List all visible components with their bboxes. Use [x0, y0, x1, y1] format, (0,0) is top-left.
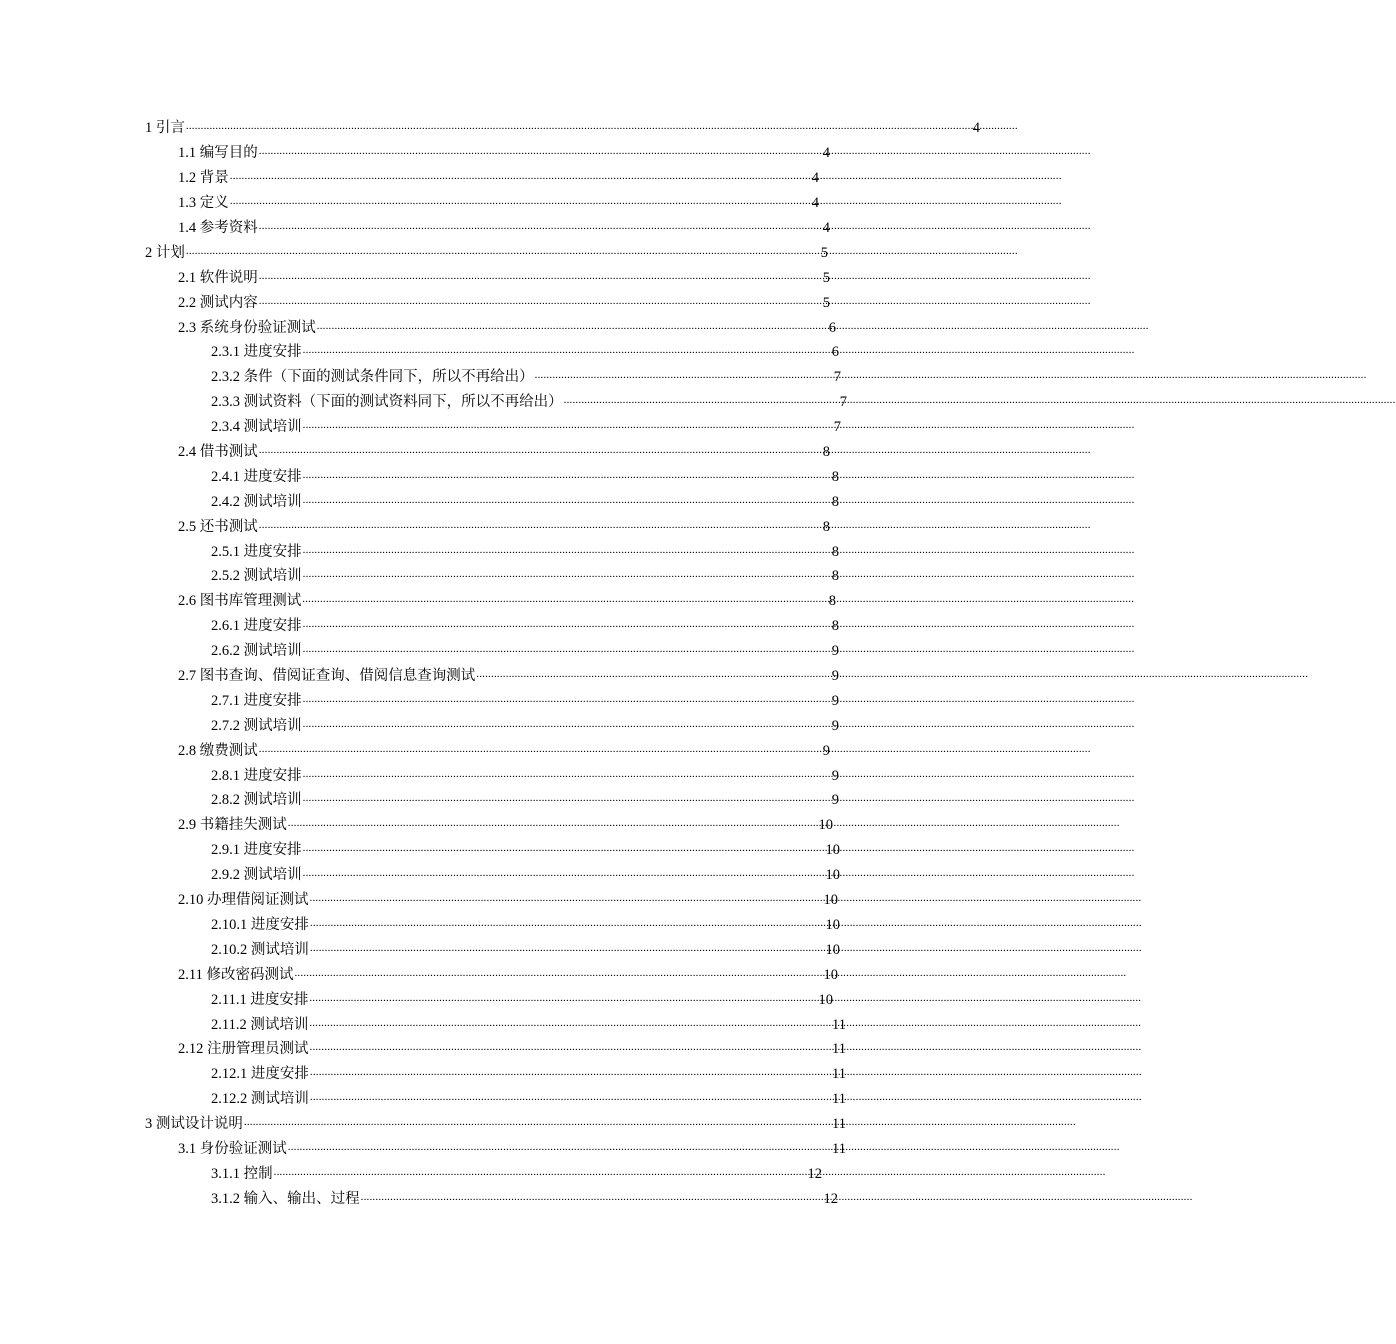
toc-entry[interactable]: [0, 1161, 822, 1186]
toc-page-number: 6: [831, 344, 839, 361]
toc-entry-label: 2.7 图书查询、借阅证查询、借阅信息查询测试: [178, 668, 476, 685]
toc-page-number: 7: [839, 394, 847, 411]
toc-entry[interactable]: [0, 489, 839, 514]
toc-leader-dots: [310, 916, 825, 934]
toc-entry[interactable]: [0, 937, 840, 962]
toc-page-number: 6: [828, 319, 836, 336]
toc-leader-dots: [310, 1090, 831, 1108]
toc-leader-dots: [303, 543, 831, 561]
toc-page-number: 9: [831, 668, 839, 685]
toc-page-number: 5: [822, 294, 830, 311]
toc-entry-label: 2.7.1 进度安排: [211, 692, 302, 709]
toc-entry[interactable]: [0, 240, 828, 265]
toc-entry[interactable]: [0, 763, 839, 788]
toc-page-number: 11: [832, 1116, 846, 1133]
toc-page-number: 5: [820, 244, 828, 261]
toc-entry-label: 2.6.1 进度安排: [211, 618, 302, 635]
toc-entry-label: 2.9 书籍挂失测试: [178, 817, 287, 834]
toc-leader-dots: [303, 642, 831, 660]
toc-page-number: 10: [823, 966, 838, 983]
toc-page-number: 10: [825, 867, 840, 884]
toc-leader-dots: [230, 169, 811, 187]
toc-leader-dots: [303, 692, 831, 710]
toc-page-number: 10: [818, 991, 833, 1008]
toc-leader-dots: [310, 891, 823, 909]
toc-leader-dots: [310, 941, 825, 959]
toc-entry[interactable]: [0, 166, 819, 191]
toc-leader-dots: [288, 816, 818, 834]
toc-entry-label: 2.9.2 测试培训: [211, 867, 302, 884]
toc-entry-label: 1 引言: [145, 120, 185, 137]
toc-leader-dots: [309, 1016, 831, 1034]
toc-leader-dots: [476, 667, 831, 685]
toc-leader-dots: [303, 493, 831, 511]
toc-page-number: 9: [831, 792, 839, 809]
toc-page-number: 8: [831, 493, 839, 510]
toc-page-number: 8: [831, 543, 839, 560]
toc-entry-label: 2 计划: [145, 244, 185, 261]
toc-entry[interactable]: [0, 1012, 846, 1037]
toc-page-number: 11: [832, 1066, 846, 1083]
toc-leader-dots: [259, 144, 822, 162]
toc-page-number: 4: [811, 195, 819, 212]
toc-page-number: 11: [832, 1041, 846, 1058]
toc-entry-label: 2.10.2 测试培训: [211, 941, 309, 958]
toc-entry[interactable]: [0, 1137, 846, 1162]
toc-entry[interactable]: [0, 713, 839, 738]
toc-entry[interactable]: [0, 265, 830, 290]
toc-leader-dots: [317, 319, 828, 337]
toc-page-number: 12: [823, 1190, 838, 1207]
toc-entry[interactable]: [0, 863, 840, 888]
toc-leader-dots: [361, 1190, 823, 1208]
toc-entry-label: 2.11.1 进度安排: [211, 991, 309, 1008]
toc-entry[interactable]: [0, 1186, 838, 1211]
toc-page-number: 7: [833, 369, 841, 386]
toc-entry[interactable]: [0, 539, 839, 564]
toc-entry[interactable]: [0, 1037, 846, 1062]
toc-entry[interactable]: [0, 440, 830, 465]
toc-entry[interactable]: [0, 340, 839, 365]
toc-entry[interactable]: [0, 614, 839, 639]
toc-leader-dots: [303, 841, 825, 859]
toc-leader-dots: [186, 119, 972, 137]
toc-page-number: 11: [832, 1016, 846, 1033]
toc-page-number: 12: [807, 1165, 822, 1182]
toc-page-number: 8: [831, 468, 839, 485]
toc-entry-label: 3.1.2 输入、输出、过程: [211, 1190, 360, 1207]
toc-entry-label: 2.10.1 进度安排: [211, 916, 309, 933]
toc-page-number: 8: [828, 593, 836, 610]
toc-entry-label: 1.4 参考资料: [178, 220, 258, 236]
toc-entry-label: 2.10 办理借阅证测试: [178, 892, 309, 909]
toc-page-number: 4: [822, 220, 830, 236]
toc-entry[interactable]: [0, 315, 836, 340]
toc-leader-dots: [310, 1040, 832, 1058]
toc-entry-label: 2.11 修改密码测试: [178, 966, 294, 983]
toc-entry[interactable]: [0, 664, 839, 689]
toc-entry-label: 2.4.2 测试培训: [211, 493, 302, 510]
toc-entry[interactable]: [0, 639, 839, 664]
toc-page-number: 9: [822, 742, 830, 759]
toc-entry-label: 2.7.2 测试培训: [211, 717, 302, 734]
toc-leader-dots: [274, 1165, 807, 1183]
toc-page-number: 9: [831, 643, 839, 660]
toc-entry[interactable]: [0, 962, 838, 987]
toc-entry-label: 2.3.1 进度安排: [211, 344, 302, 361]
toc-entry[interactable]: [0, 290, 830, 315]
toc-leader-dots: [303, 418, 833, 436]
toc-leader-dots: [230, 194, 811, 212]
toc-entry-label: 2.8 缴费测试: [178, 742, 258, 759]
toc-page-number: 10: [825, 916, 840, 933]
toc-page-number: 8: [822, 444, 830, 461]
toc-leader-dots: [288, 1140, 831, 1158]
table-of-contents: [0, 116, 980, 1211]
toc-page-number: 4: [811, 170, 819, 187]
toc-page-number: 10: [825, 941, 840, 958]
toc-leader-dots: [259, 518, 822, 536]
toc-entry[interactable]: [0, 589, 836, 614]
toc-page-number: 8: [822, 518, 830, 535]
toc-page-number: 7: [833, 419, 841, 436]
toc-entry-label: 2.11.2 测试培训: [211, 1016, 309, 1033]
toc-page-number: 4: [972, 120, 980, 137]
toc-entry-label: 2.5 还书测试: [178, 518, 258, 535]
toc-leader-dots: [259, 294, 822, 312]
toc-leader-dots: [303, 468, 831, 486]
toc-entry-label: 2.12.1 进度安排: [211, 1066, 309, 1083]
toc-leader-dots: [564, 393, 839, 411]
toc-entry-label: 1.1 编写目的: [178, 145, 258, 162]
toc-entry[interactable]: [0, 390, 847, 415]
toc-leader-dots: [302, 592, 828, 610]
toc-entry[interactable]: [0, 888, 838, 913]
toc-leader-dots: [259, 219, 822, 237]
toc-entry-label: 1.2 背景: [178, 170, 229, 187]
toc-entry-label: 2.3.4 测试培训: [211, 419, 302, 436]
toc-page-number: 11: [832, 1091, 846, 1108]
toc-entry[interactable]: [0, 216, 830, 241]
toc-leader-dots: [244, 1115, 831, 1133]
toc-entry-label: 2.8.1 进度安排: [211, 767, 302, 784]
toc-entry[interactable]: [0, 1112, 846, 1137]
toc-entry-label: 2.5.1 进度安排: [211, 543, 302, 560]
toc-entry[interactable]: [0, 464, 839, 489]
toc-leader-dots: [303, 343, 831, 361]
toc-page-number: 11: [832, 1140, 846, 1157]
toc-page-number: 9: [831, 767, 839, 784]
toc-entry-label: 3 测试设计说明: [145, 1116, 243, 1133]
toc-leader-dots: [309, 991, 817, 1009]
toc-entry[interactable]: [0, 191, 819, 216]
toc-entry-label: 3.1.1 控制: [211, 1165, 273, 1182]
toc-entry[interactable]: [0, 415, 841, 440]
toc-entry-label: 2.12.2 测试培训: [211, 1091, 309, 1108]
toc-entry[interactable]: [0, 564, 839, 589]
toc-entry-label: 2.1 软件说明: [178, 269, 258, 286]
toc-page-number: 9: [831, 692, 839, 709]
toc-leader-dots: [259, 269, 822, 287]
toc-leader-dots: [535, 368, 833, 386]
toc-leader-dots: [310, 1065, 831, 1083]
toc-leader-dots: [303, 717, 831, 735]
toc-entry-label: 2.9.1 进度安排: [211, 842, 302, 859]
toc-entry[interactable]: [0, 365, 841, 390]
toc-leader-dots: [303, 617, 831, 635]
toc-entry[interactable]: [0, 688, 839, 713]
toc-entry-label: 2.12 注册管理员测试: [178, 1041, 309, 1058]
toc-leader-dots: [303, 791, 831, 809]
toc-entry-label: 3.1 身份验证测试: [178, 1140, 287, 1157]
toc-page-number: 10: [825, 842, 840, 859]
toc-page-number: 4: [822, 145, 830, 162]
toc-entry-label: 2.6.2 测试培训: [211, 643, 302, 660]
toc-entry-label: 2.2 测试内容: [178, 294, 258, 311]
toc-leader-dots: [303, 767, 831, 785]
toc-entry[interactable]: [0, 141, 830, 166]
toc-entry[interactable]: [0, 1087, 846, 1112]
toc-leader-dots: [294, 966, 822, 984]
toc-leader-dots: [259, 443, 822, 461]
toc-leader-dots: [303, 567, 831, 585]
toc-leader-dots: [186, 244, 820, 262]
toc-page-number: 10: [818, 817, 833, 834]
toc-entry[interactable]: [0, 987, 833, 1012]
toc-leader-dots: [303, 866, 825, 884]
toc-page-number: 8: [831, 568, 839, 585]
toc-entry-label: 2.8.2 测试培训: [211, 792, 302, 809]
toc-entry[interactable]: [0, 1062, 846, 1087]
toc-entry[interactable]: [0, 514, 830, 539]
toc-entry-label: 2.5.2 测试培训: [211, 568, 302, 585]
toc-page-number: 8: [831, 618, 839, 635]
toc-leader-dots: [259, 742, 822, 760]
toc-entry[interactable]: [0, 738, 830, 763]
toc-entry[interactable]: [0, 116, 980, 141]
toc-entry[interactable]: [0, 813, 833, 838]
toc-page-number: 10: [823, 892, 838, 909]
toc-entry[interactable]: [0, 788, 839, 813]
toc-entry-label: 2.4 借书测试: [178, 444, 258, 461]
toc-page-number: 5: [822, 269, 830, 286]
toc-entry-label: 1.3 定义: [178, 195, 229, 212]
toc-entry-label: 2.3 系统身份验证测试: [178, 319, 316, 336]
toc-entry-label: 2.4.1 进度安排: [211, 468, 302, 485]
toc-page-number: 9: [831, 717, 839, 734]
toc-entry-label: 2.3.2 条件（下面的测试条件同下，所以不再给出）: [211, 369, 534, 386]
toc-entry-label: 2.6 图书库管理测试: [178, 593, 302, 610]
toc-entry[interactable]: [0, 838, 840, 863]
toc-entry[interactable]: [0, 913, 840, 938]
toc-entry-label: 2.3.3 测试资料（下面的测试资料同下，所以不再给出）: [211, 394, 563, 411]
